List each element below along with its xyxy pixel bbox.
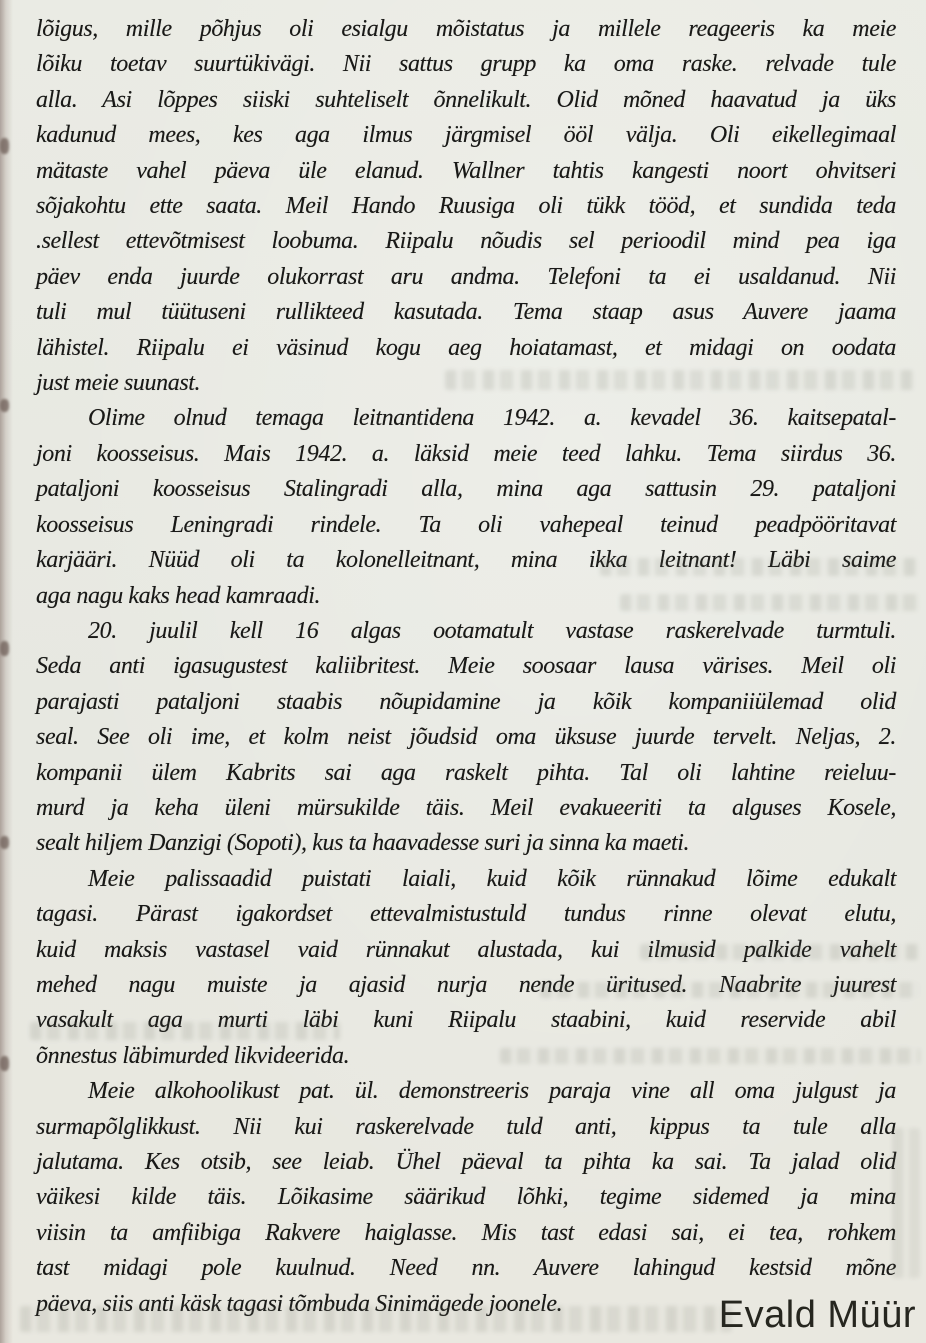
text-line: kadunud mees, kes aga ilmus järgmisel ööl välja. Oli eikellegimaal	[36, 122, 896, 149]
text-line: lähistel. Riipalu ei väsinud kogu aeg hoiatamast, et midagi on oodata	[36, 334, 896, 361]
text-line: tagasi. Pärast igakordset ettevalmistustuld tundus rinne olevat elutu,	[36, 901, 896, 928]
text-line: just meie suunast.	[36, 370, 201, 397]
text-line: viisin ta amfiibiga Rakvere haiglasse. Mis tast edasi sai, ei tea, rohkem	[36, 1219, 896, 1246]
body-text	[36, 12, 896, 1322]
text-line: vasakult aga murti läbi kuni Riipalu staabini, kuid reservide abil	[36, 1007, 896, 1034]
bleedthrough-artifact	[445, 370, 915, 390]
author-signature: Evald Müür	[718, 1294, 916, 1336]
text-line: päev enda juurde olukorrast aru andma. Telefoni ta ei usaldanud. Nii	[36, 263, 896, 290]
bleedthrough-artifact	[20, 1306, 732, 1332]
text-line: koosseisus Leningradi rindele. Ta oli vahepeal teinud peadpööritavat	[36, 511, 896, 538]
text-line: sõjakohtu ette saata. Meil Hando Ruusiga oli tükk tööd, et sundida teda	[36, 193, 896, 220]
text-line: Meie alkohoolikust pat. ül. demonstreeris paraja vine all oma julgust ja	[88, 1078, 896, 1105]
text-line: surmapõlglikkust. Nii kui raskerelvade tuld anti, kippus ta tule alla	[36, 1113, 896, 1140]
bleedthrough-artifact	[640, 944, 920, 960]
scan-speck	[0, 1056, 9, 1071]
text-line: alla. Asi lõppes siiski suhteliselt õnnelikult. Olid mõned haavatud ja üks	[36, 86, 896, 113]
scan-edge-shadow	[0, 0, 13, 1343]
text-line: joni koosseisus. Mais 1942. a. läksid meie teed lahku. Tema siirdus 36.	[36, 440, 896, 467]
text-line: tuli mul tüütuseni rullikteed kasutada. Tema staap asus Auvere jaama	[36, 299, 896, 326]
text-line: kuid maksis vastasel vaid rünnakut alustada, kui ilmusid palkide vahelt	[36, 936, 896, 963]
scan-speck	[0, 399, 9, 412]
scan-speck	[0, 641, 9, 656]
text-line: karjääri. Nüüd oli ta kolonelleitnant, mina ikka leitnant! Läbi saime	[36, 547, 896, 574]
bleedthrough-artifact	[30, 1022, 340, 1040]
text-line: õnnestus läbimurded likvideerida.	[36, 1042, 350, 1069]
scan-speck	[0, 138, 9, 154]
text-line: Meie palissaadid puistati laiali, kuid kõik rünnakud lõime edukalt	[88, 865, 896, 892]
text-line: jalutama. Kes otsib, see leiab. Ühel päeval ta pihta ka sai. Ta jalad olid	[36, 1149, 896, 1175]
text-line: pataljoni koosseisus Stalingradi alla, mina aga sattusin 29. pataljoni	[36, 476, 896, 503]
text-line: päeva, siis anti käsk tagasi tõmbuda Sinimägede joonele.	[36, 1290, 563, 1317]
text-line: sealt hiljem Danzigi (Sopoti), kus ta haavadesse suri ja sinna ka maeti.	[36, 830, 690, 857]
bleedthrough-artifact	[620, 594, 920, 611]
bleedthrough-artifact	[600, 558, 918, 576]
text-line: lõigus, mille põhjus oli esialgu mõistatus ja millele reageeris ka meie	[36, 16, 896, 42]
text-line: .sellest ettevõtmisest loobuma. Riipalu nõudis sel perioodil mind pea iga	[36, 228, 896, 255]
text-line: lõiku toetav suurtükivägi. Nii sattus grupp ka oma raske. relvade tule	[36, 51, 896, 78]
bleedthrough-artifact	[540, 982, 920, 998]
text-line: murd ja keha üleni mürsukilde täis. Meil evakueeriti ta alguses Kosele,	[36, 794, 896, 821]
text-line: seal. See oli ime, et kolm neist jõudsid oma üksuse juurde tervelt. Neljas, 2.	[36, 724, 896, 751]
text-line: 20. juulil kell 16 algas ootamatult vastase raskerelvade turmtuli.	[88, 617, 896, 644]
text-line: mehed nagu muiste ja ajasid nurja nende üritused. Naabrite juurest	[36, 971, 896, 998]
text-line: Seda anti igasugustest kaliibritest. Meie soosaar lausa värises. Meil oli	[36, 653, 896, 680]
text-line: kompanii ülem Kabrits sai aga raskelt pihta. Tal oli lahtine reieluu-	[36, 759, 896, 786]
bleedthrough-artifact	[892, 1128, 920, 1278]
text-line: parajasti pataljoni staabis nõupidamine ja kõik kompaniiülemad olid	[36, 688, 896, 715]
text-line: tast midagi pole kuulnud. Need nn. Auvere lahingud kestsid mõne	[36, 1255, 896, 1282]
scan-speck	[0, 836, 9, 849]
text-line: mätaste vahel päeva üle elanud. Wallner tahtis kangesti noort ohvitseri	[36, 157, 896, 184]
text-line: väikesi kilde täis. Lõikasime säärikud lõhki, tegime sidemed ja mina	[36, 1184, 896, 1211]
bleedthrough-artifact	[500, 1048, 920, 1064]
text-line: aga nagu kaks head kamraadi.	[36, 582, 321, 609]
text-line: Olime olnud temaga leitnantidena 1942. a. kevadel 36. kaitsepatal-	[88, 405, 896, 432]
